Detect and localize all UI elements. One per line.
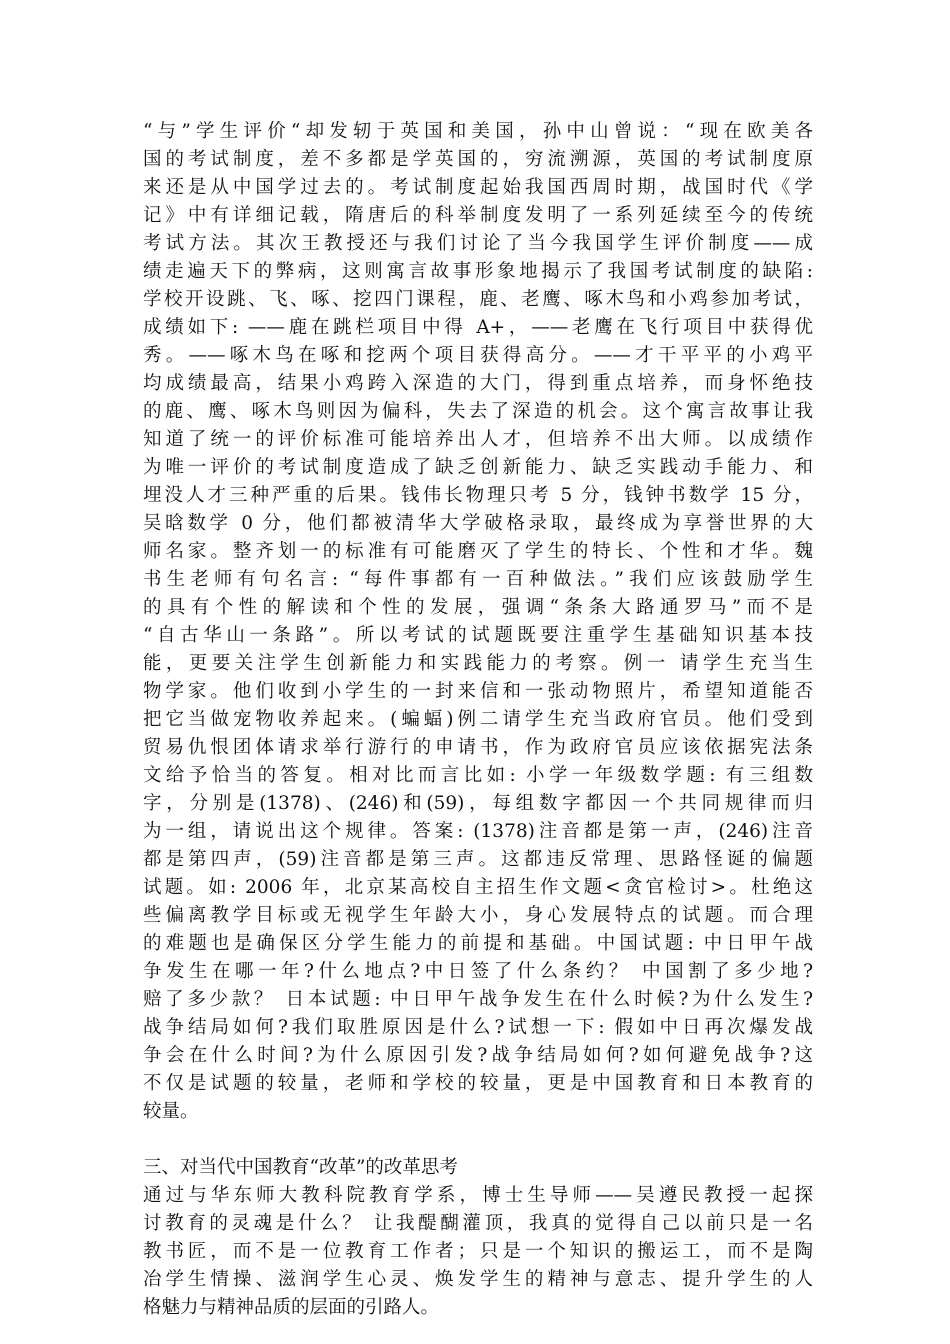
text-line: 书生老师有句名言: “每件事都有一百种做法。”我们应该鼓励学生 xyxy=(143,569,813,590)
text-line: 为一组，请说出这个规律。答案: (1378)注音都是第一声，(246)注音 xyxy=(143,821,813,842)
text-line: 考试方法。其次王教授还与我们讨论了当今我国学生评价制度——成 xyxy=(143,233,813,254)
text-line: 讨教育的灵魂是什么？ 让我醍醐灌顶，我真的觉得自己以前只是一名 xyxy=(143,1213,813,1234)
text-line: 学校开设跳、飞、啄、挖四门课程，鹿、老鹰、啄木鸟和小鸡参加考试， xyxy=(143,289,813,310)
text-line: 争会在什么时间?为什么原因引发?战争结局如何?如何避免战争?这 xyxy=(143,1045,813,1066)
section-two-paragraph xyxy=(143,118,813,1126)
text-line: 的鹿、鹰、啄木鸟则因为偏科，失去了深造的机会。这个寓言故事让我 xyxy=(143,401,813,422)
text-line: 都是第四声，(59)注音都是第三声。这都违反常理、思路怪诞的偏题 xyxy=(143,849,813,870)
text-line: 通过与华东师大教科院教育学系，博士生导师——吴遵民教授一起探 xyxy=(143,1185,813,1206)
text-line: 争发生在哪一年?什么地点?中日签了什么条约？ 中国割了多少地? xyxy=(143,961,813,982)
text-line: 国的考试制度，差不多都是学英国的，穷流溯源，英国的考试制度原 xyxy=(143,149,813,170)
text-line: 吴晗数学 0 分，他们都被清华大学破格录取，最终成为享誉世界的大 xyxy=(143,513,813,534)
text-line: 绩走遍天下的弊病，这则寓言故事形象地揭示了我国考试制度的缺陷: xyxy=(143,261,813,282)
text-line: 冶学生情操、滋润学生心灵、焕发学生的精神与意志、提升学生的人 xyxy=(143,1269,813,1290)
text-line: “与”学生评价“却发轫于英国和美国，孙中山曾说：“现在欧美各 xyxy=(143,121,813,142)
text-line: 师名家。整齐划一的标准有可能磨灭了学生的特长、个性和才华。魏 xyxy=(143,541,813,562)
section-three-heading: 三、对当代中国教育“改革”的改革思考 xyxy=(143,1157,458,1178)
blank-line xyxy=(143,1126,813,1154)
document-body xyxy=(143,118,813,1322)
text-line: 的具有个性的解读和个性的发展，强调“条条大路通罗马”而不是 xyxy=(143,597,813,618)
text-line: 为唯一评价的考试制度造成了缺乏创新能力、缺乏实践动手能力、和 xyxy=(143,457,813,478)
text-line: 秀。——啄木鸟在啄和挖两个项目获得高分。——才干平平的小鸡平 xyxy=(143,345,813,366)
text-line: 均成绩最高，结果小鸡跨入深造的大门，得到重点培养，而身怀绝技 xyxy=(143,373,813,394)
text-line: 能，更要关注学生创新能力和实践能力的考察。例一 请学生充当生 xyxy=(143,653,813,674)
text-line: 教书匠，而不是一位教育工作者；只是一个知识的搬运工，而不是陶 xyxy=(143,1241,813,1262)
text-line: 成绩如下: ——鹿在跳栏项目中得 A+，——老鹰在飞行项目中获得优 xyxy=(143,317,813,338)
text-line: 战争结局如何?我们取胜原因是什么?试想一下: 假如中日再次爆发战 xyxy=(143,1017,813,1038)
text-line: 不仅是试题的较量，老师和学校的较量，更是中国教育和日本教育的 xyxy=(143,1073,813,1094)
text-line: 埋没人才三种严重的后果。钱伟长物理只考 5 分，钱钟书数学 15 分， xyxy=(143,485,813,506)
text-line: 格魅力与精神品质的层面的引路人。 xyxy=(143,1297,440,1318)
text-line: 试题。如: 2006 年，北京某高校自主招生作文题<贪官检讨>。杜绝这 xyxy=(143,877,813,898)
text-line: “自古华山一条路”。所以考试的试题既要注重学生基础知识基本技 xyxy=(143,625,813,646)
text-line: 文给予恰当的答复。相对比而言比如: 小学一年级数学题: 有三组数 xyxy=(143,765,813,786)
text-line: 的难题也是确保区分学生能力的前提和基础。中国试题: 中日甲午战 xyxy=(143,933,813,954)
text-line: 些偏离教学目标或无视学生年龄大小，身心发展特点的试题。而合理 xyxy=(143,905,813,926)
text-line: 来还是从中国学过去的。考试制度起始我国西周时期，战国时代《学 xyxy=(143,177,813,198)
text-line: 物学家。他们收到小学生的一封来信和一张动物照片，希望知道能否 xyxy=(143,681,813,702)
text-line: 知道了统一的评价标准可能培养出人才，但培养不出大师。以成绩作 xyxy=(143,429,813,450)
text-line: 贸易仇恨团体请求举行游行的申请书，作为政府官员应该依据宪法条 xyxy=(143,737,813,758)
text-line: 较量。 xyxy=(143,1101,199,1122)
section-three-paragraph xyxy=(143,1182,813,1322)
text-line: 赔了多少款？ 日本试题: 中日甲午战争发生在什么时候?为什么发生? xyxy=(143,989,813,1010)
text-line: 记》中有详细记载，隋唐后的科举制度发明了一系列延续至今的传统 xyxy=(143,205,813,226)
text-line: 字，分别是(1378)、(246)和(59)，每组数字都因一个共同规律而归 xyxy=(143,793,813,814)
text-line: 把它当做宠物收养起来。(蝙蝠)例二请学生充当政府官员。他们受到 xyxy=(143,709,813,730)
